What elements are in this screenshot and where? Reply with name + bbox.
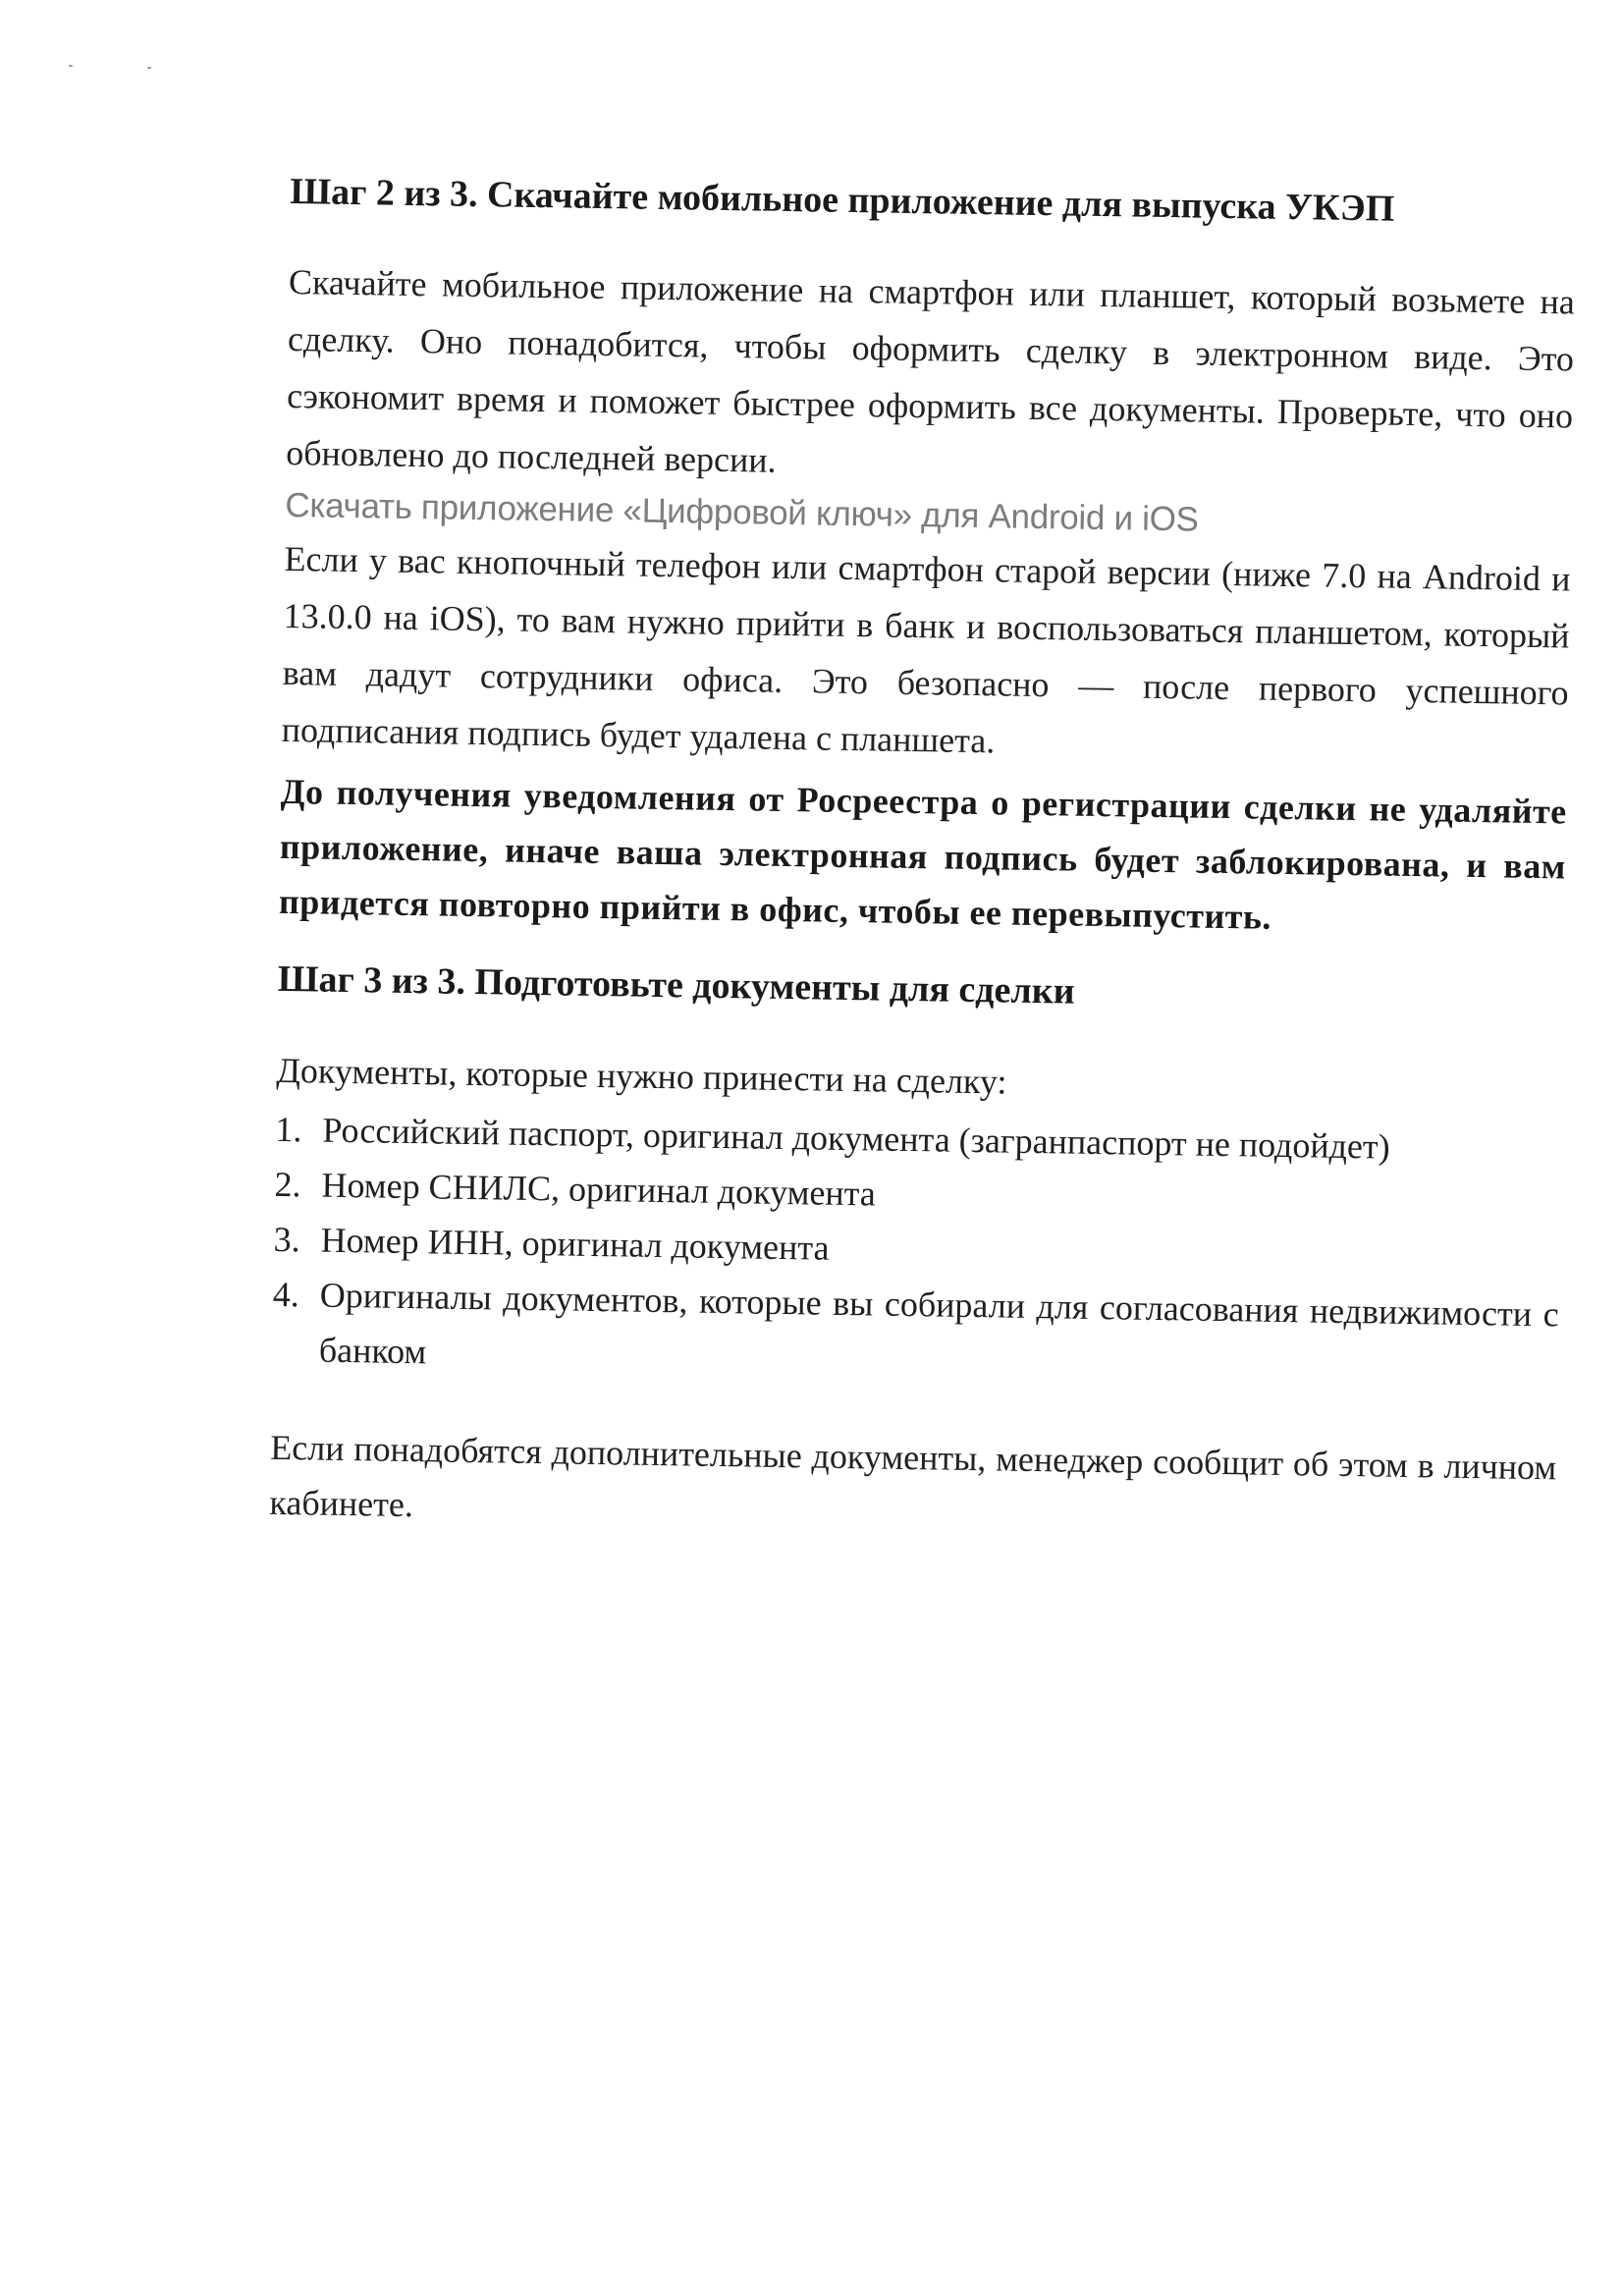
list-item-text: Номер СНИЛС, оригинал документа — [321, 1165, 877, 1214]
list-item-text: Российский паспорт, оригинал документа (загранпаспорт не подойдет) — [322, 1110, 1391, 1167]
document-body — [269, 157, 1577, 1550]
warning-paragraph: До получения уведомления от Росреестра о регистрации сделки не удаляйте приложение, иначе ваша электронная подпись будет заблокирована, и вам придется повторно прийти в офис, чтобы ее перевыпустить. — [278, 771, 1568, 937]
list-item-number: 2. — [274, 1164, 301, 1205]
closing-paragraph: Если понадобятся дополнительные документы, менеджер сообщит об этом в личном кабинете. — [269, 1427, 1557, 1525]
button-phone-note: Если у вас кнопочный телефон или смартфон старой версии (ниже 7.0 на Android и 13.0.0 на iOS), то вам нужно прийти в банк и воспользоваться планшетом, который вам дадут сотрудники офиса. Это безопасно — после первого успешного подписания подпись будет удалена с планшета. — [281, 538, 1571, 761]
step2-intro-paragraph: Скачайте мобильное приложение на смартфон или планшет, который возьмете на сделку. Оно понадобится, чтобы оформить сделку в электронном виде. Это сэкономит время и поможет быстрее оформить все документы. Проверьте, что оно обновлено до последней версии. — [285, 261, 1576, 480]
scan-specks — [69, 61, 177, 73]
list-item-number: 3. — [273, 1219, 301, 1260]
list-item-number: 4. — [272, 1274, 300, 1315]
list-item-text: Оригиналы документов, которые вы собирали для согласования недвижимости с банком — [318, 1275, 1559, 1372]
documents-list-intro: Документы, которые нужно принести на сделку: — [276, 1050, 1007, 1102]
scan-speck — [147, 67, 151, 69]
list-item-text: Номер ИНН, оригинал документа — [320, 1220, 830, 1268]
download-app-link: Скачать приложение «Цифровой ключ» для Android и iOS — [285, 485, 1199, 539]
scan-speck — [69, 65, 73, 67]
list-item-number: 1. — [275, 1109, 302, 1150]
step3-heading: Шаг 3 из 3. Подготовьте документы для сделки — [277, 957, 1075, 1012]
step2-heading: Шаг 2 из 3. Скачайте мобильное приложение для выпуска УКЭП — [290, 170, 1395, 230]
list-item — [271, 1267, 1559, 1397]
documents-list — [271, 1102, 1561, 1397]
